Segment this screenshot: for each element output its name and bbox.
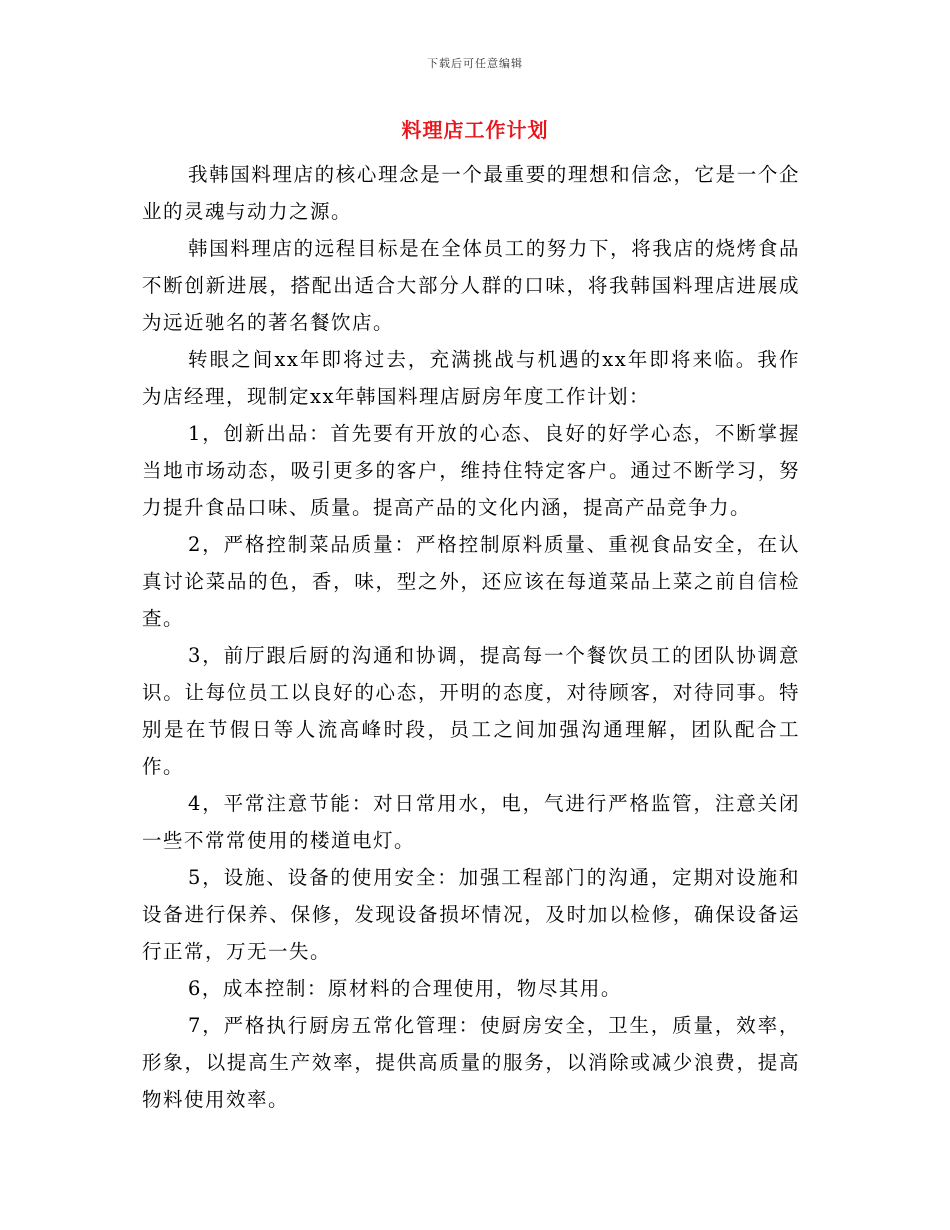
paragraph-item-5: 5，设施、设备的使用安全：加强工程部门的沟通，定期对设施和设备进行保养、保修，发现设备损坏情况，及时加以检修，确保设备运行正常，万无一失。 (142, 866, 800, 963)
paragraph-long-term-goal: 韩国料理店的远程目标是在全体员工的努力下，将我店的烧烤食品不断创新进展，搭配出适合大部分人群的口味，将我韩国料理店进展成为远近驰名的著名餐饮店。 (142, 237, 800, 334)
paragraph-item-2: 2，严格控制菜品质量：严格控制原料质量、重视食品安全，在认真讨论菜品的色，香，味，型之外，还应该在每道菜品上菜之前自信检查。 (142, 533, 800, 630)
document-body (142, 156, 800, 1118)
paragraph-item-1: 1，创新出品：首先要有开放的心态、良好的好学心态，不断掌握当地市场动态，吸引更多的客户，维持住特定客户。通过不断学习，努力提升食品口味、质量。提高产品的文化内涵，提高产品竞争力。 (142, 422, 800, 519)
paragraph-item-6: 6，成本控制：原材料的合理使用，物尽其用。 (188, 977, 622, 1000)
paragraph-item-7: 7，严格执行厨房五常化管理：使厨房安全，卫生，质量，效率，形象，以提高生产效率，提供高质量的服务，以消除或减少浪费，提高物料使用效率。 (142, 1014, 800, 1111)
paragraph-item-3: 3，前厅跟后厨的沟通和协调，提高每一个餐饮员工的团队协调意识。让每位员工以良好的心态，开明的态度，对待顾客，对待同事。特别是在节假日等人流高峰时段，员工之间加强沟通理解，团队配合工作。 (142, 644, 800, 778)
document-title: 料理店工作计划 (401, 118, 549, 142)
paragraph-core-concept: 我韩国料理店的核心理念是一个最重要的理想和信念，它是一个企业的灵魂与动力之源。 (142, 163, 800, 223)
paragraph-introduction: 转眼之间xx年即将过去，充满挑战与机遇的xx年即将来临。我作为店经理，现制定xx年韩国料理店厨房年度工作计划： (142, 348, 800, 408)
paragraph-item-4: 4，平常注意节能：对日常用水，电，气进行严格监管，注意关闭一些不常常使用的楼道电灯。 (142, 792, 800, 852)
header-note: 下载后可任意编辑 (427, 57, 523, 70)
